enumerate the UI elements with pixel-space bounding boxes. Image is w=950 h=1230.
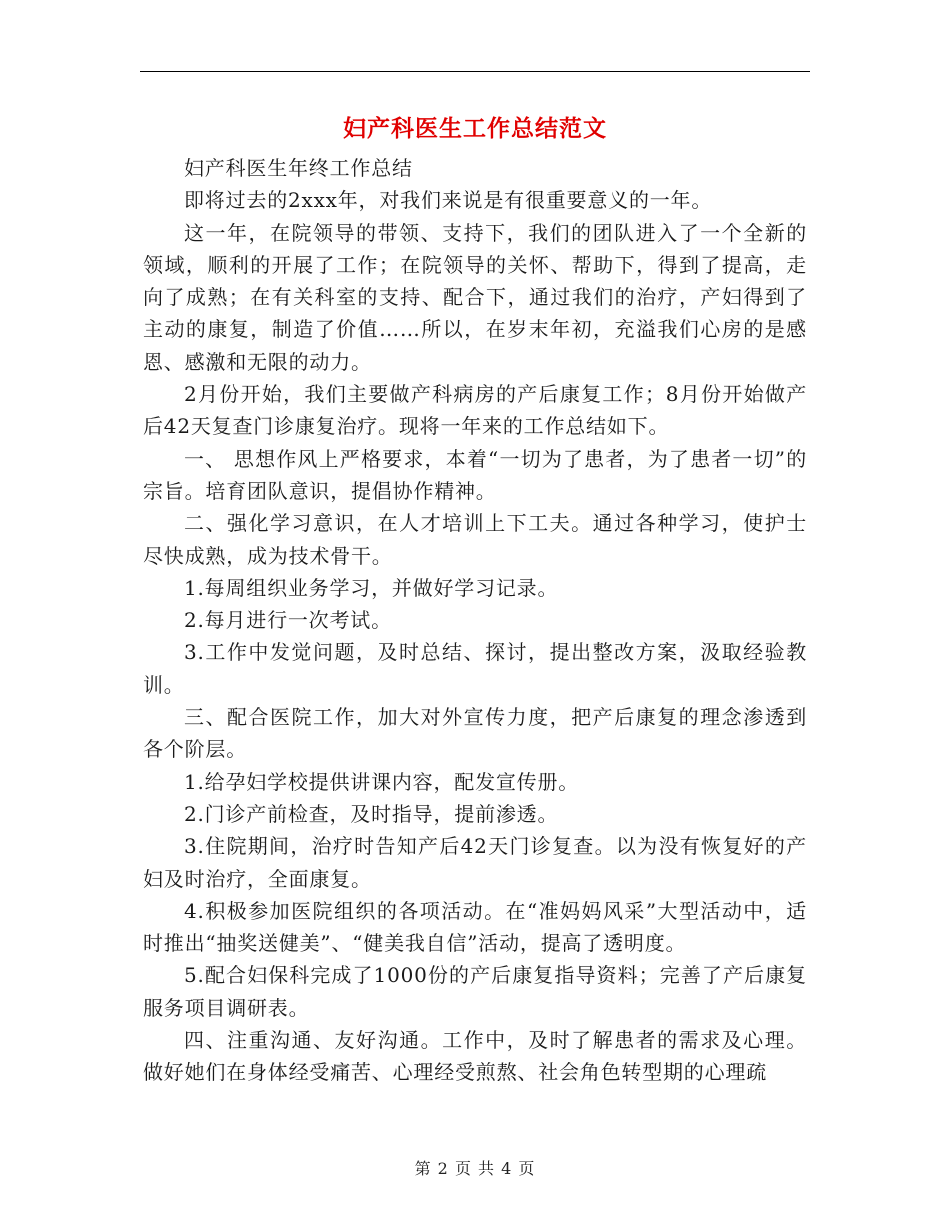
- list-item: 1.每周组织业务学习，并做好学习记录。: [184, 575, 559, 600]
- section-heading-3: 三、配合医院工作，加大对外宣传力度，把产后康复的理念渗透到各个阶层。: [143, 705, 807, 762]
- paragraph: 这一年，在院领导的带领、支持下，我们的团队进入了一个全新的领域，顺利的开展了工作；在院领导的关怀、帮助下，得到了提高，走向了成熟；在有关科室的支持、配合下，通过我们的治疗，产妇得到了主动的康复，制造了价值……所以，在岁末年初，充溢我们心房的是感恩、感激和无限的动力。: [143, 220, 807, 374]
- list-item: 2.每月进行一次考试。: [184, 608, 392, 633]
- section-heading-2: 二、强化学习意识，在人才培训上下工夫。通过各种学习，使护士尽快成熟，成为技术骨干。: [143, 511, 807, 568]
- list-item: 3.工作中发觉问题，及时总结、探讨，提出整改方案，汲取经验教训。: [143, 640, 807, 697]
- paragraph: 2月份开始，我们主要做产科病房的产后康复工作；8月份开始做产后42天复查门诊康复治疗。现将一年来的工作总结如下。: [143, 382, 807, 439]
- list-item: 3.住院期间，治疗时告知产后42天门诊复查。以为没有恢复好的产妇及时治疗，全面康复。: [143, 834, 807, 891]
- page-number-footer: 第 2 页 共 4 页: [414, 1159, 536, 1178]
- document-body: [143, 152, 807, 1089]
- list-item: 2.门诊产前检查，及时指导，提前渗透。: [184, 801, 559, 826]
- list-item: 1.给孕妇学校提供讲课内容，配发宣传册。: [184, 769, 580, 794]
- list-item: 4.积极参加医院组织的各项活动。在“准妈妈风采”大型活动中，适时推出“抽奖送健美”、“健美我自信”活动，提高了透明度。: [143, 898, 807, 956]
- section-heading-1: 一、 思想作风上严格要求，本着“一切为了患者，为了患者一切”的宗旨。培育团队意识，提倡协作精神。: [143, 446, 807, 503]
- paragraph-subtitle: 妇产科医生年终工作总结: [184, 156, 413, 180]
- paragraph: 即将过去的2xxx年，对我们来说是有很重要意义的一年。: [184, 188, 713, 213]
- list-item: 5.配合妇保科完成了1000份的产后康复指导资料；完善了产后康复服务项目调研表。: [143, 963, 807, 1020]
- document-title: 妇产科医生工作总结范文: [343, 115, 607, 142]
- header-rule: [140, 71, 810, 72]
- section-heading-4: 四、注重沟通、友好沟通。工作中，及时了解患者的需求及心理。做好她们在身体经受痛苦、心理经受煎熬、社会角色转型期的心理疏: [143, 1028, 807, 1085]
